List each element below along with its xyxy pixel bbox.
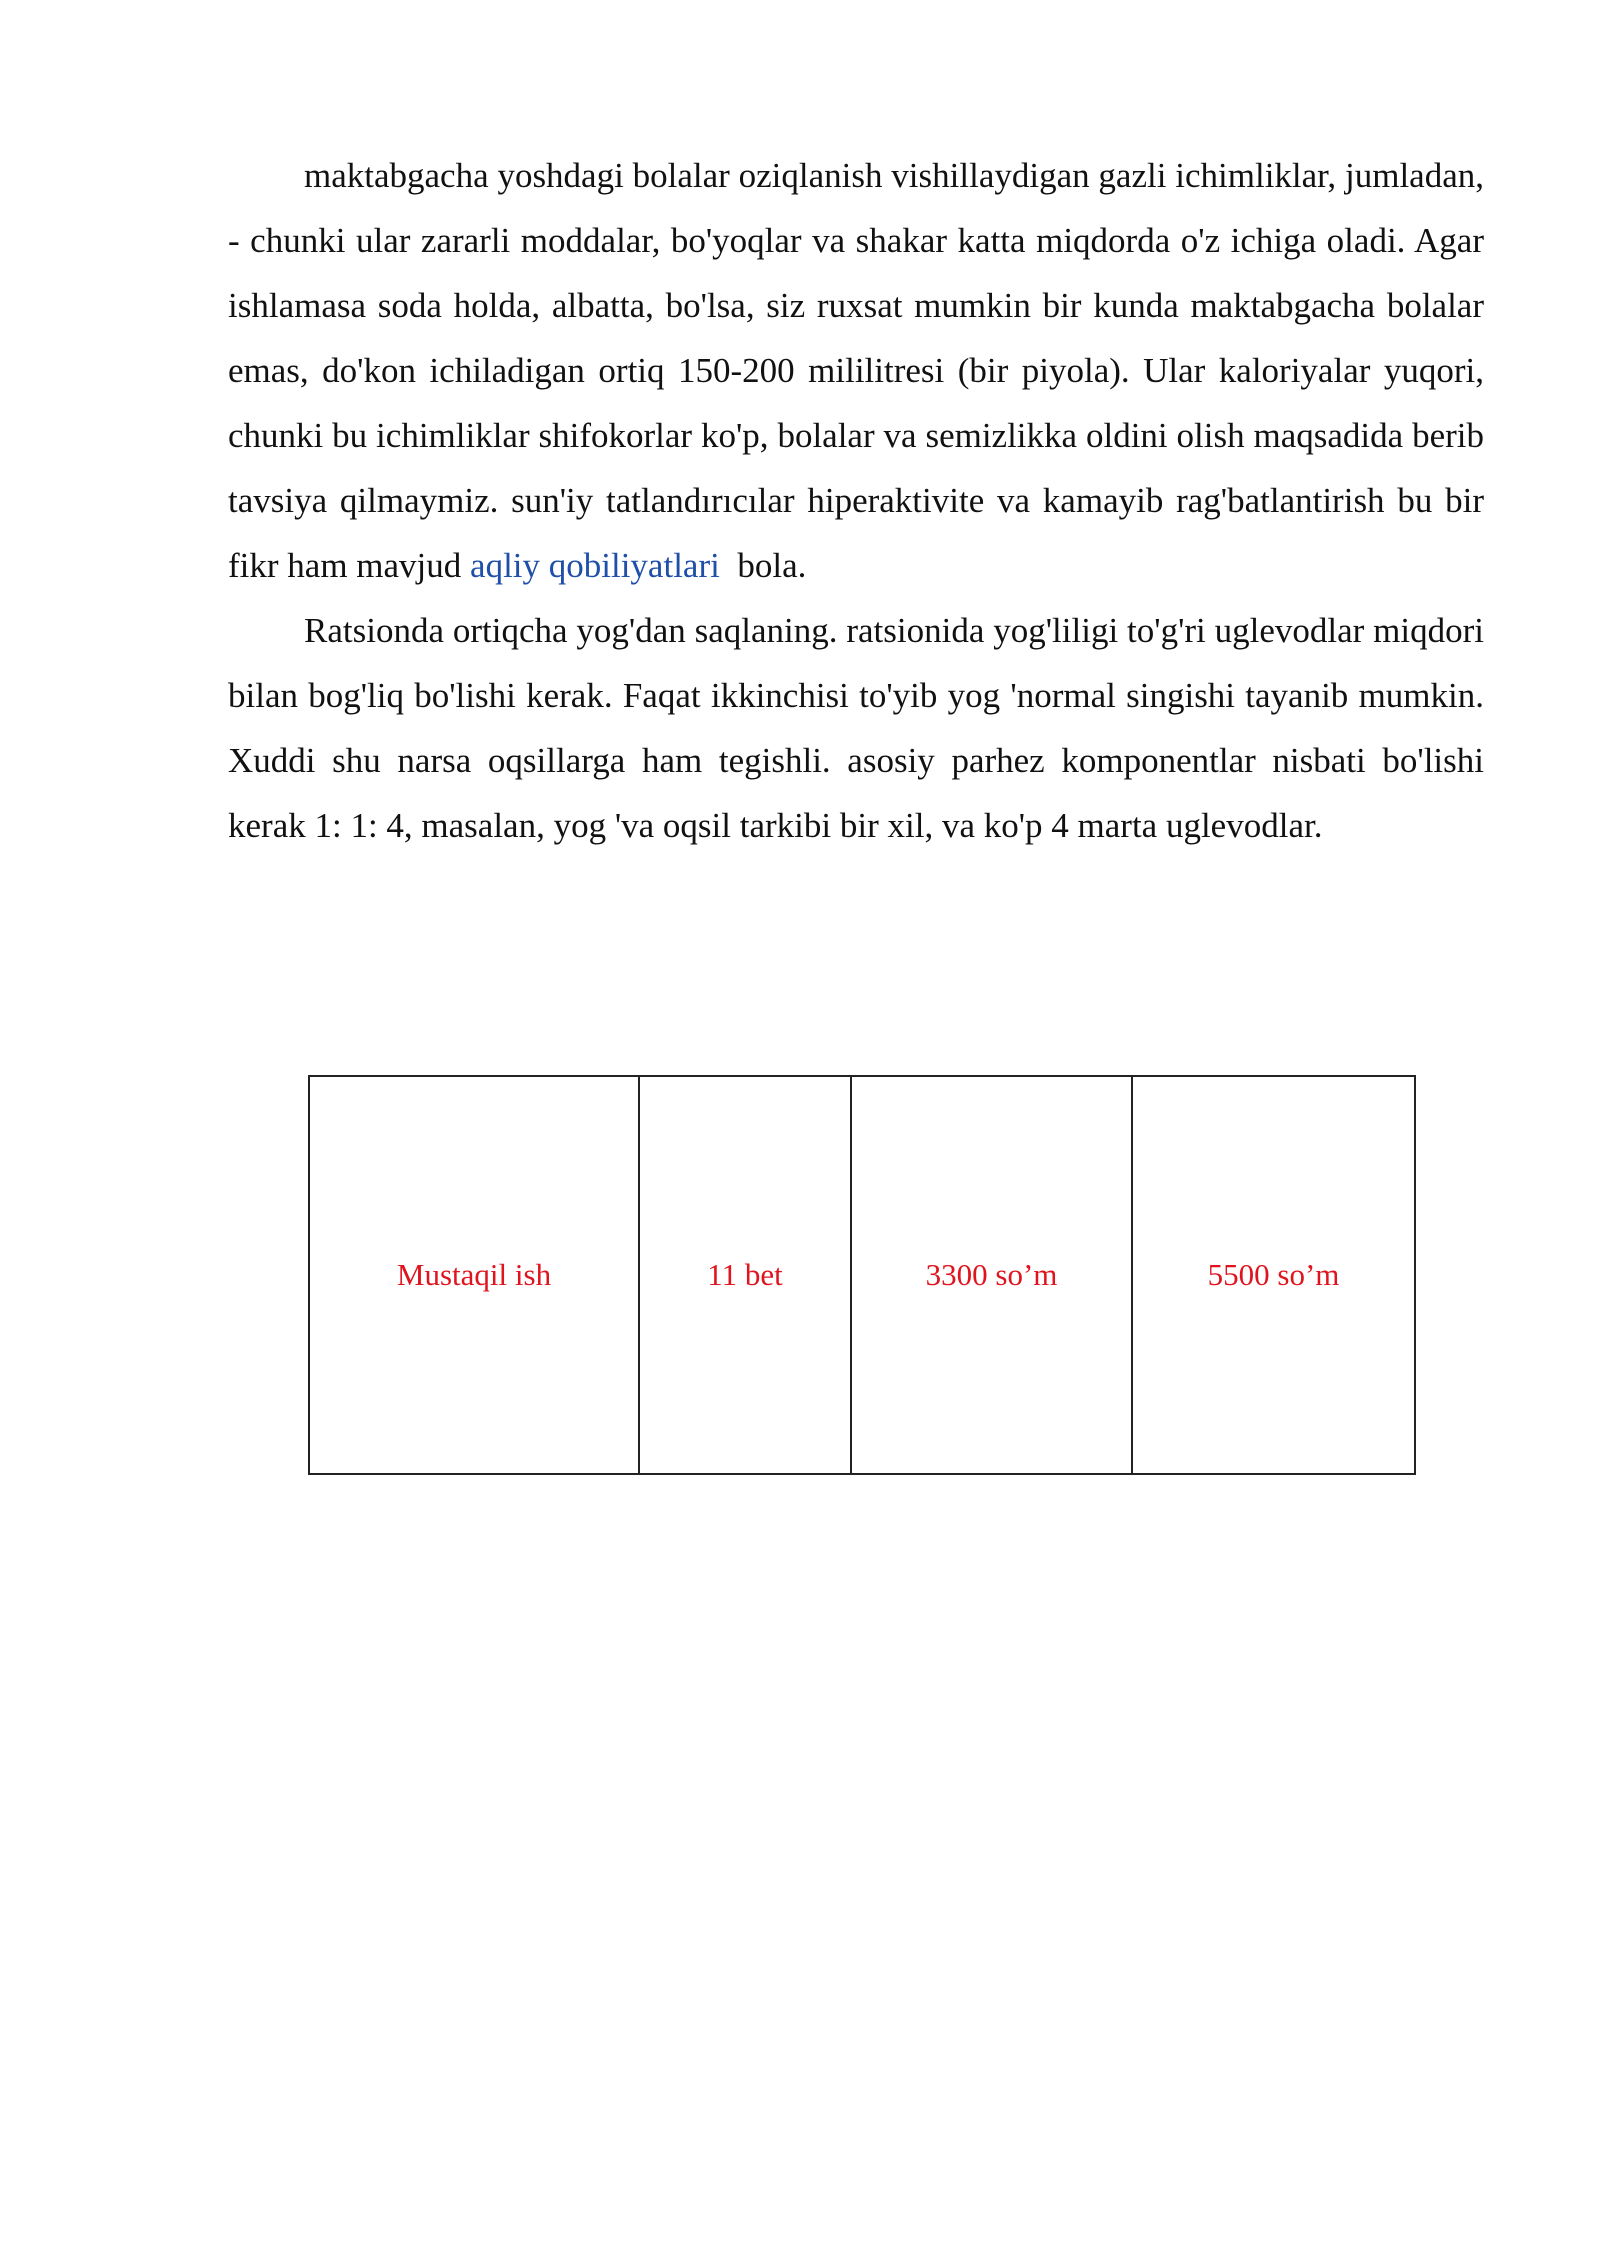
table-cell-work-type: Mustaqil ish	[309, 1076, 639, 1474]
paragraph-1-text: maktabgacha yoshdagi bolalar oziqlanish vishillaydigan gazli ichimliklar, jumladan, - chunki ular zararli moddalar, bo'yoqlar va shakar katta miqdorda o'z ichiga oladi. Agar ishlamasa soda holda, albatta, bo'lsa, siz ruxsat mumkin bir kunda maktabgacha bolalar emas, do'kon ichiladigan ortiq 150-200 mililitresi (bir piyola). Ular kaloriyalar yuqori, chunki bu ichimliklar shifokorlar ko'p, bolalar va semizlikka oldini olish maqsadida berib tavsiya qilmaymiz. sun'iy tatlandırıcılar hiperaktivite va kamayib rag'batlantirish bu bir fikr ham mavjud	[228, 156, 1484, 585]
table-cell-price-1: 3300 so’m	[851, 1076, 1132, 1474]
body-text	[228, 143, 1484, 858]
aqliy-qobiliyatlari-link[interactable]: aqliy qobiliyatlari	[470, 546, 720, 585]
paragraph-2: Ratsionda ortiqcha yog'dan saqlaning. ratsionida yog'liligi to'g'ri uglevodlar miqdori bilan bog'liq bo'lishi kerak. Faqat ikkinchisi to'yib yog 'normal singishi tayanib mumkin. Xuddi shu narsa oqsillarga ham tegishli. asosiy parhez komponentlar nisbati bo'lishi kerak 1: 1: 4, masalan, yog 'va oqsil tarkibi bir xil, va ko'p 4 marta uglevodlar.	[228, 611, 1484, 845]
paragraph-1-tail: bola.	[719, 546, 807, 585]
paragraph-1	[228, 143, 1484, 598]
table-row	[309, 1076, 1415, 1474]
table-cell-price-2: 5500 so’m	[1132, 1076, 1415, 1474]
table-cell-pages: 11 bet	[639, 1076, 851, 1474]
price-table	[308, 1075, 1416, 1475]
